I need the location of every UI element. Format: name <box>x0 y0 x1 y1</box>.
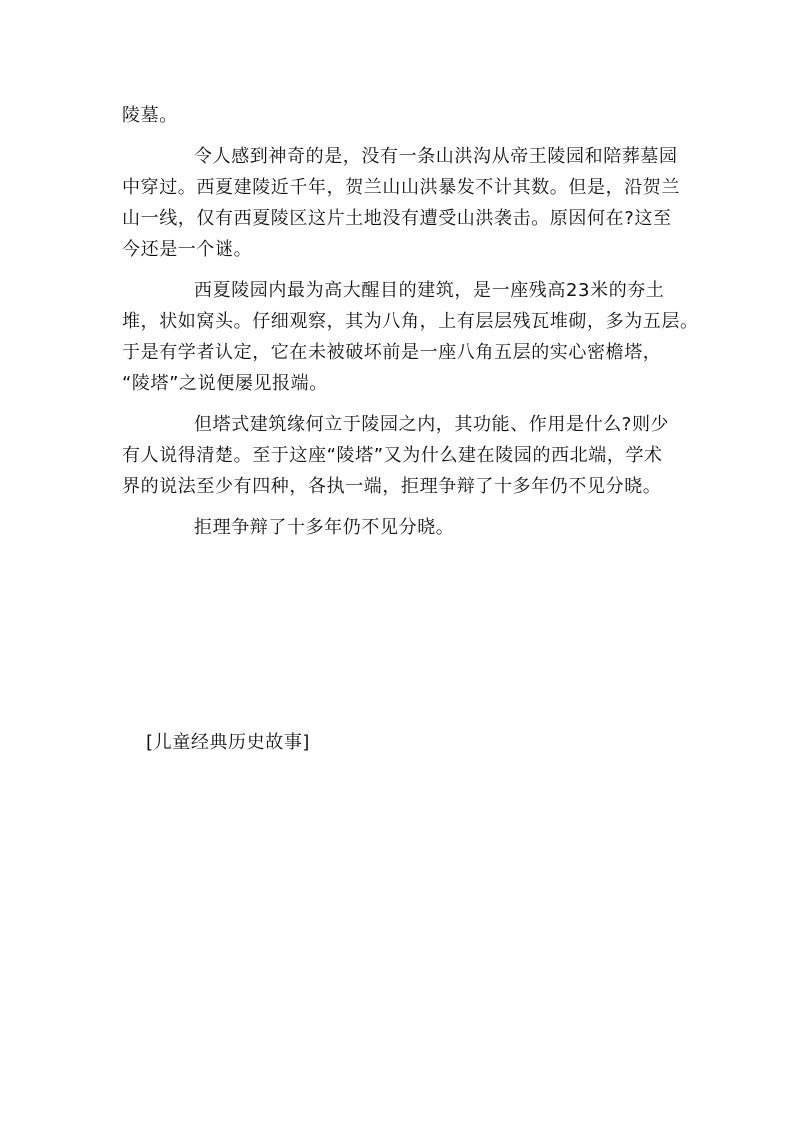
text-line: 西夏陵园内最为高大醒目的建筑，是一座残高23米的夯土 <box>194 280 665 301</box>
paragraph <box>122 141 694 265</box>
text-line: 陵墓。 <box>122 105 178 126</box>
text-line: 令人感到神奇的是，没有一条山洪沟从帝王陵园和陪葬墓园 <box>194 146 678 167</box>
text-line: 但塔式建筑缘何立于陵园之内，其功能、作用是什么?则少 <box>194 414 670 435</box>
footer-tag: [儿童经典历史故事] <box>146 732 311 753</box>
paragraph <box>122 275 699 399</box>
text-line: 山一线，仅有西夏陵区这片土地没有遭受山洪袭击。原因何在?这至 <box>122 208 672 229</box>
text-line: “陵塔”之说便屡见报端。 <box>122 373 328 394</box>
paragraph <box>122 409 694 502</box>
text-line: 界的说法至少有四种，各执一端，拒理争辩了十多年仍不见分晓。 <box>122 476 662 497</box>
paragraph <box>122 512 694 543</box>
body-text <box>122 100 699 543</box>
text-line: 中穿过。西夏建陵近千年，贺兰山山洪暴发不计其数。但是，沿贺兰 <box>122 177 680 198</box>
text-line: 堆，状如窝头。仔细观察，其为八角，上有层层残瓦堆砌，多为五层。 <box>122 311 699 332</box>
text-line: 于是有学者认定，它在未被破坏前是一座八角五层的实心密檐塔， <box>122 342 662 363</box>
text-line: 拒理争辩了十多年仍不见分晓。 <box>194 517 455 538</box>
text-line: 今还是一个谜。 <box>122 239 253 260</box>
paragraph <box>122 100 694 131</box>
text-line: 有人说得清楚。至于这座“陵塔”又为什么建在陵园的西北端，学术 <box>122 445 663 466</box>
